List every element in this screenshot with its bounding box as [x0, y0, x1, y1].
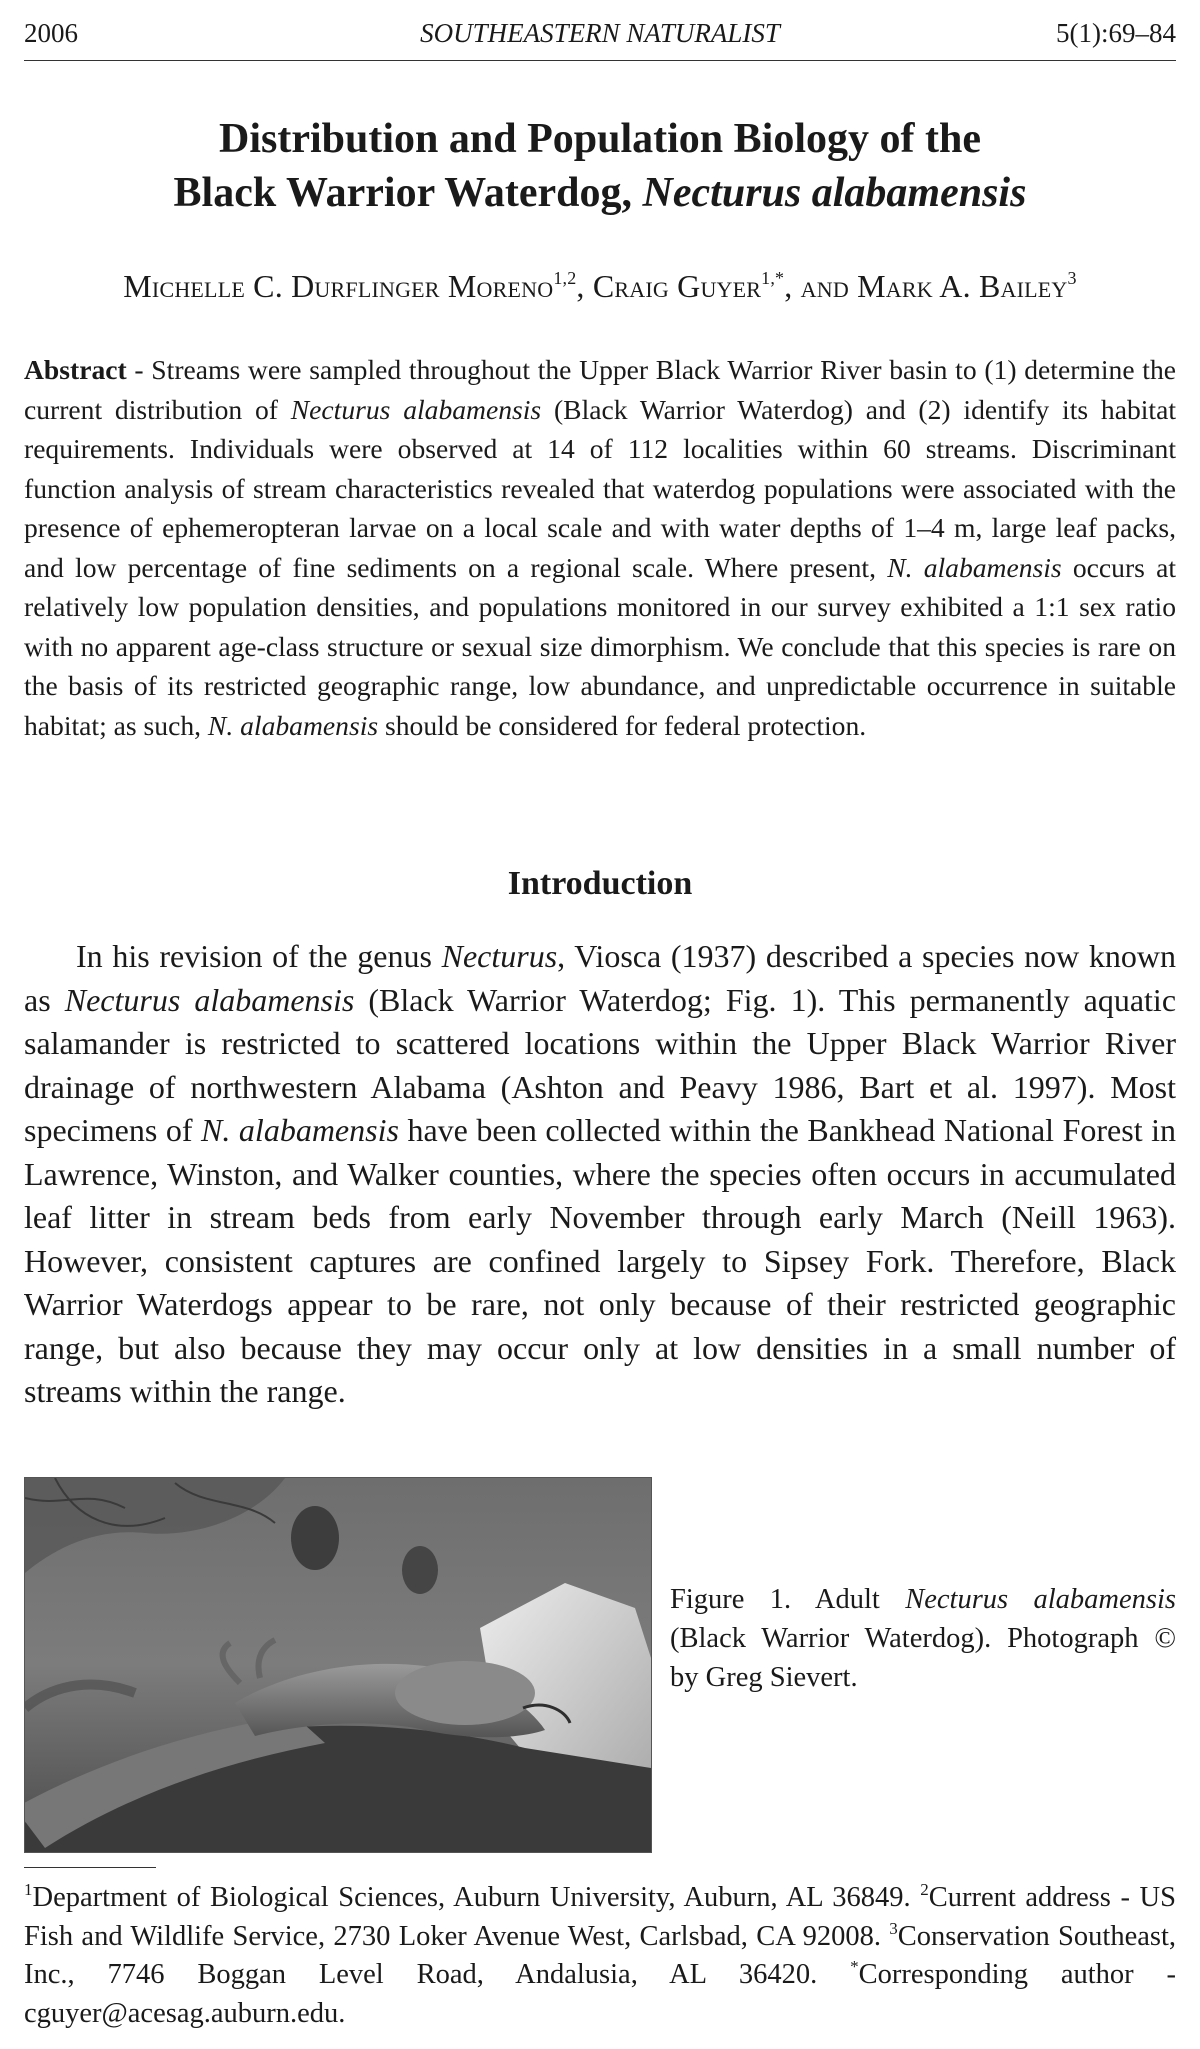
introduction-paragraph — [24, 935, 1176, 1414]
running-head — [24, 18, 1176, 58]
abstract — [24, 350, 1176, 745]
abstract-label: Abstract — [24, 354, 127, 385]
article-title — [24, 112, 1176, 220]
author-separator: , and — [784, 268, 858, 304]
author-3: Mark A. Bailey — [857, 268, 1068, 304]
author-separator: , — [576, 268, 593, 304]
abstract-species-name: N. alabamensis — [887, 551, 1062, 583]
running-head-pages: 5(1):69–84 — [1056, 18, 1176, 48]
intro-text: have been collected within the Bankhead National Forest in Lawrence, Winston, and Walker counties, where the species often occurs in accumulated leaf litter in stream beds from early November through early March (Neill 1963). However, consistent captures are confined largely to Sipsey Fork. Therefore, Black Warrior Waterdogs appear to be rare, not only because of their restricted geographic range, but also because they may occur only at low densities in a small number of streams within the range. — [24, 1112, 1177, 1409]
abstract-species-name: Necturus alabamensis — [290, 393, 542, 425]
waterdog-photo — [25, 1478, 651, 1852]
footnote-affiliation-3: Conservation Southeast, Inc., 7746 Boggan Level Road, Andalusia, AL 36420. — [24, 1920, 1177, 1990]
abstract-text: - Streams were sampled throughout the Upper Black Warrior River basin to (1) determine the current distribution of — [24, 354, 1176, 425]
section-heading-introduction: Introduction — [507, 865, 693, 902]
intro-genus-name: Necturus — [441, 938, 558, 974]
figure-1-photograph — [24, 1477, 652, 1853]
running-head-year: 2006 — [24, 18, 78, 48]
title-species: Necturus alabamensis — [642, 170, 1027, 216]
footnote-marker: * — [850, 1957, 859, 1976]
title-line-1: Distribution and Population Biology of the — [219, 116, 981, 162]
footnote-corresponding-author: Corresponding author - cguyer@acesag.auburn.edu. — [24, 1959, 1177, 2029]
footnote-rule — [24, 1867, 156, 1868]
abstract-text: occurs at relatively low population densities, and populations monitored in our survey exhibited a 1:1 sex ratio with no apparent age-class structure or sexual size dimorphism. We conclude that this species is rare on the basis of its restricted geographic range, low abundance, and unpredictable occurrence in suitable habitat; as such, — [24, 551, 1176, 741]
intro-species-name: Necturus alabamensis — [64, 981, 355, 1018]
author-2: Craig Guyer — [592, 268, 762, 304]
intro-species-name: N. alabamensis — [201, 1112, 399, 1148]
author-1: Michelle C. Durflinger Moreno — [123, 268, 554, 304]
author-2-affil: 1,* — [761, 268, 785, 288]
running-head-journal: SOUTHEASTERN NATURALIST — [420, 18, 780, 48]
abstract-text: should be considered for federal protection. — [378, 709, 867, 741]
author-list — [24, 268, 1176, 305]
title-line-2-prefix: Black Warrior Waterdog, — [173, 170, 643, 216]
footnote-marker: 3 — [889, 1918, 898, 1938]
figure-1-caption — [670, 1580, 1176, 1697]
footnote-marker: 2 — [920, 1880, 929, 1899]
footnote-affiliation-1: Department of Biological Sciences, Auburn University, Auburn, AL 36849. — [32, 1882, 921, 1913]
abstract-text: (Black Warrior Waterdog) and (2) identify its habitat requirements. Individuals were observed at 14 of 112 localities within 60 streams. Discriminant function analysis of stream characteristics revealed that waterdog populations were associated with the presence of ephemeropteran larvae on a local scale and with water depths of 1–4 m, large leaf packs, and low percentage of fine sediments on a regional scale. Where present, — [24, 393, 1176, 583]
intro-text: (Black Warrior Waterdog; Fig. 1). This permanently aquatic salamander is restricted to scattered locations within the Upper Black Warrior River drainage of northwestern Alabama (Ashton and Peavy 1986, Bart et al. 1997). Most specimens of — [24, 981, 1177, 1148]
footnote-marker: 1 — [24, 1880, 33, 1899]
header-rule — [24, 60, 1176, 61]
abstract-species-name: N. alabamensis — [207, 709, 379, 741]
author-1-affil: 1,2 — [553, 268, 577, 288]
caption-text: Figure 1. Adult — [670, 1584, 906, 1615]
title-line-2 — [24, 166, 1176, 220]
footnote-affiliation-2: Current address - US Fish and Wildlife Service, 2730 Loker Avenue West, Carlsbad, CA 92008. — [24, 1882, 1176, 1952]
caption-species-name: Necturus alabamensis — [905, 1584, 1176, 1615]
intro-text: In his revision of the genus — [76, 938, 442, 974]
caption-text: (Black Warrior Waterdog). Photograph © by Greg Sievert. — [670, 1623, 1176, 1693]
author-3-affil: 3 — [1067, 268, 1077, 288]
intro-text: , Viosca (1937) described a species now known as — [24, 938, 1177, 1018]
footnotes — [24, 1879, 1176, 2033]
